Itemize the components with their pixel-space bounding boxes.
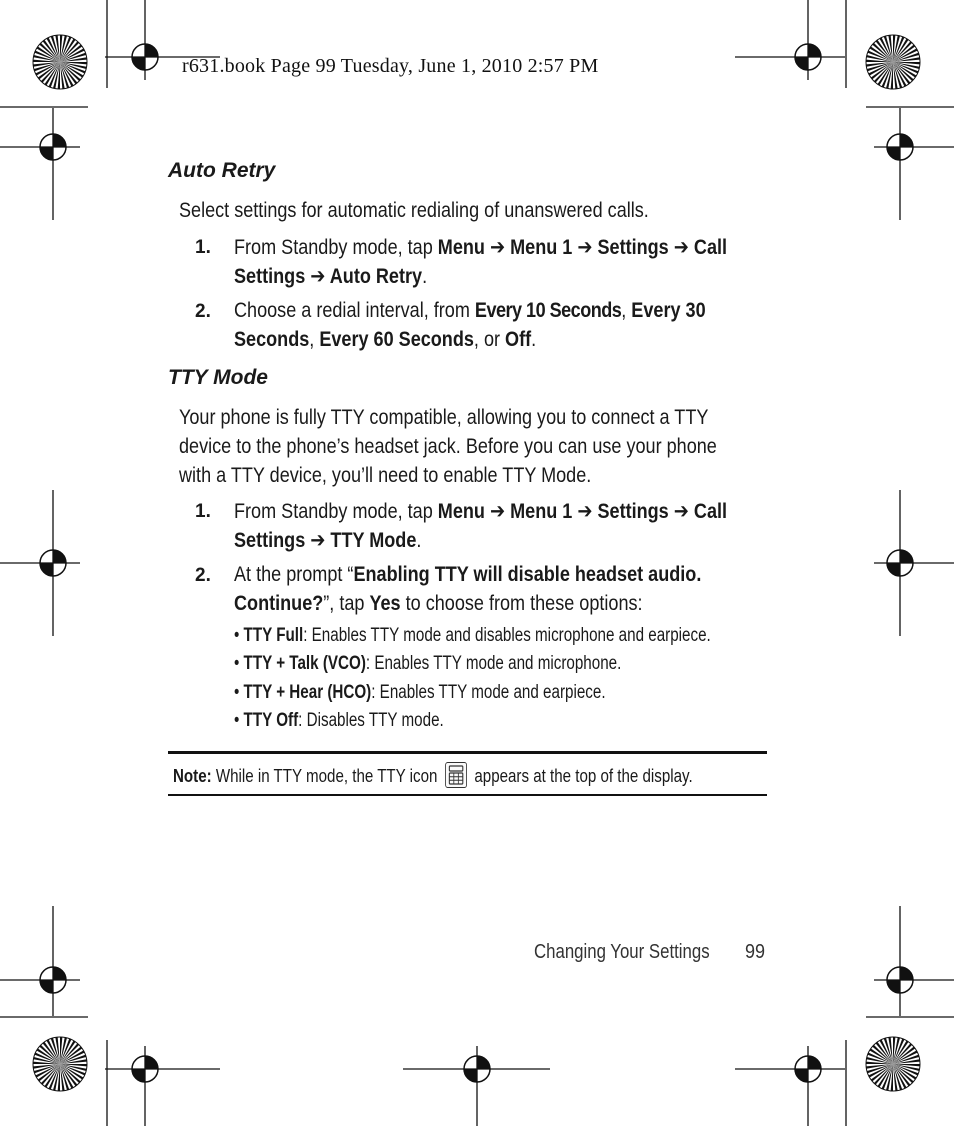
tty-step2-line2: Continue?”, tap Yes to choose from these options: [234, 592, 643, 615]
step-number: 2. [195, 565, 211, 586]
auto-retry-step2-line1: Choose a redial interval, from Every 10 Seconds, Every 30 [234, 299, 706, 322]
step-number: 1. [195, 501, 211, 522]
tty-option-off: • TTY Off: Disables TTY mode. [234, 710, 444, 731]
auto-retry-step2-line2: Seconds, Every 60 Seconds, or Off. [234, 328, 537, 351]
step-number: 2. [195, 301, 211, 322]
tty-option-full: • TTY Full: Enables TTY mode and disables microphone and earpiece. [234, 625, 711, 646]
tty-step1-line2: Settings ➔ TTY Mode. [234, 529, 422, 552]
section-heading-auto-retry: Auto Retry [168, 159, 276, 182]
tty-intro-line3: with a TTY device, you’ll need to enable TTY Mode. [179, 464, 592, 487]
auto-retry-step1-line1: From Standby mode, tap Menu ➔ Menu 1 ➔ Settings ➔ Call [234, 236, 728, 259]
section-heading-tty-mode: TTY Mode [168, 366, 268, 389]
tty-option-talk-vco: • TTY + Talk (VCO): Enables TTY mode and microphone. [234, 653, 622, 674]
tty-option-hear-hco: • TTY + Hear (HCO): Enables TTY mode and earpiece. [234, 682, 606, 703]
auto-retry-step1-line2: Settings ➔ Auto Retry. [234, 265, 428, 288]
tty-intro-line1: Your phone is fully TTY compatible, allowing you to connect a TTY [179, 406, 709, 429]
tty-icon [445, 762, 467, 788]
note: Note: While in TTY mode, the TTY icon appears at the top of the display. [173, 762, 792, 788]
note-label: Note: [173, 766, 212, 786]
tty-intro-line2: device to the phone’s headset jack. Before you can use your phone [179, 435, 717, 458]
step-number: 1. [195, 237, 211, 258]
tty-step1-line1: From Standby mode, tap Menu ➔ Menu 1 ➔ Settings ➔ Call [234, 500, 728, 523]
tty-step2-line1: At the prompt “Enabling TTY will disable headset audio. [234, 563, 702, 586]
note-bottom-rule [168, 794, 767, 796]
footer-section-title: Changing Your Settings [534, 941, 710, 963]
print-slug: r631.book Page 99 Tuesday, June 1, 2010 2:57 PM [182, 55, 599, 77]
page-number: 99 [745, 941, 766, 963]
auto-retry-intro: Select settings for automatic redialing of unanswered calls. [179, 199, 649, 222]
note-top-rule [168, 751, 767, 754]
